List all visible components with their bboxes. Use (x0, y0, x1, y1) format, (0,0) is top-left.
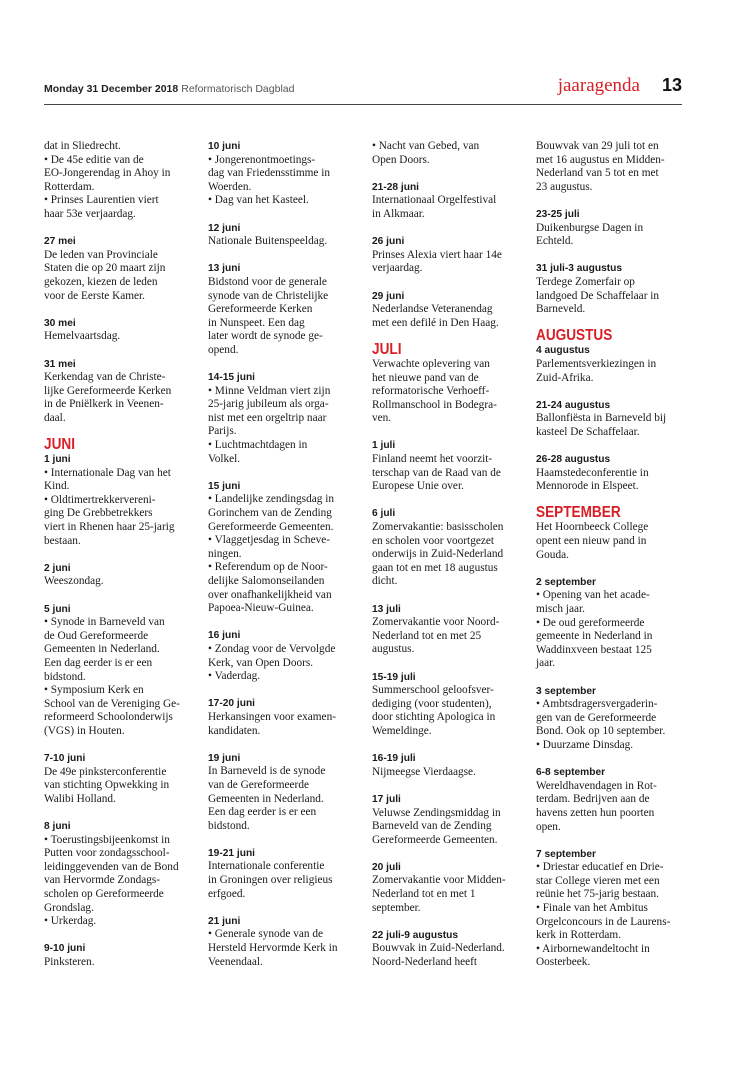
entry-text-line: Terdege Zomerfair op (536, 275, 635, 288)
entry-date: 9-10 juni (44, 943, 86, 955)
agenda-entry (372, 439, 516, 493)
entry-text-line: Internationaal Orgelfestival (372, 194, 497, 207)
agenda-entry (44, 562, 188, 589)
agenda-entry (536, 766, 680, 834)
entry-text-line: • Vlaggetjesdag in Scheve- (208, 534, 331, 547)
agenda-entry (372, 929, 516, 970)
agenda-entry (536, 685, 680, 753)
entry-text-line: Gemeenten in Nederland. (208, 792, 324, 805)
agenda-entry (372, 341, 516, 426)
entry-text-line: ging De Grebbetrekkers (44, 507, 153, 520)
entry-text-line: Zomervakantie voor Noord- (372, 616, 500, 629)
entry-text-line: kerk in Rotterdam. (536, 929, 622, 942)
entry-text-line: open. (536, 820, 561, 833)
entry-text-line: september. (372, 901, 421, 914)
entry-text-line: over onafhankelijkheid van (208, 588, 332, 601)
entry-text-line: opend. (208, 343, 239, 356)
agenda-entry (208, 629, 352, 683)
entry-text-line: Nationale Buitenspeeldag. (208, 235, 328, 248)
entry-text-line: Gereformeerde Kerken (208, 303, 313, 316)
entry-text-line: misch jaar. (536, 603, 585, 615)
entry-text-line: het nieuwe pand van de (372, 371, 479, 384)
entry-text-line: • Oldtimertrekkerverenі- (44, 493, 156, 506)
agenda-entry (372, 290, 516, 331)
entry-text-line: Pinksteren. (44, 956, 95, 969)
agenda-entry (44, 752, 188, 806)
entry-text-line: Nederland tot en met 25 (372, 629, 482, 642)
entry-text-line: • Airbornewandeltocht in (536, 942, 650, 955)
entry-date: 15-19 juli (372, 671, 416, 683)
entry-text-line: leidinggevenden van de Bond (44, 860, 179, 873)
entry-text-line: Gereformeerde Gemeenten. (208, 520, 334, 533)
agenda-entry (372, 235, 516, 276)
entry-text-line: Veluwse Zendingsmiddag in (372, 806, 501, 819)
entry-text-line: In Barneveld is de synode (208, 765, 326, 778)
entry-text-line: De 49e pinksterconferentie (44, 765, 167, 778)
entry-text-line: • Duurzame Dinsdag. (536, 738, 634, 751)
entry-text-line: onderwijs in Zuid-Nederland (372, 548, 504, 561)
entry-text-line: gekozen, kiezen de leden (44, 275, 158, 288)
agenda-entry (44, 603, 188, 739)
agenda-entry (372, 140, 516, 167)
entry-text-line: De leden van Provinciale (44, 248, 158, 261)
entry-text-line: star College vieren met een (536, 874, 660, 887)
entry-text-line: Wemeldinge. (372, 724, 432, 737)
entry-text-line: • Ambtsdragersvergaderin- (536, 698, 658, 711)
entry-date: 13 juli (372, 603, 401, 615)
entry-date: 8 juni (44, 821, 71, 833)
entry-text-line: Prinses Alexia viert haar 14e (372, 248, 502, 261)
entry-text-line: Hemelvaartsdag. (44, 330, 121, 343)
entry-text-line: daal. (44, 411, 66, 424)
header-rule (44, 104, 682, 105)
entry-text-line: Echteld. (536, 235, 574, 248)
entry-date: 21-28 juni (372, 181, 419, 193)
entry-text-line: • Synode in Barneveld van (44, 616, 165, 629)
entry-text-line: Noord-Nederland heeft (372, 956, 478, 969)
entry-text-line: met een defilé in Den Haag. (372, 316, 499, 329)
entry-text-line: Hersteld Hervormde Kerk in (208, 942, 338, 955)
entry-text-line: van Hervormde Zondags- (44, 874, 161, 887)
entry-text-line: Haamstedeconferentie in (536, 466, 649, 479)
entry-date: 2 september (536, 576, 597, 588)
entry-text-line: Verwachte oplevering van (372, 357, 490, 370)
entry-text-line: Mennorode in Elspeet. (536, 480, 639, 493)
entry-text-line: gen van de Gereformeerde (536, 711, 657, 724)
entry-text-line: • Nacht van Gebed, van (372, 140, 480, 152)
entry-text-line: • Generale synode van de (208, 928, 323, 941)
entry-date: 10 juni (208, 141, 241, 152)
agenda-entry (208, 140, 352, 208)
entry-text-line: kandidaten. (208, 724, 261, 737)
entry-text-line: Kind. (44, 480, 70, 493)
entry-text-line: met 16 augustus en Midden- (536, 153, 665, 166)
entry-text-line: Bond. Ook op 10 september. (536, 725, 666, 738)
agenda-column-3 (372, 140, 516, 983)
agenda-entry (208, 222, 352, 249)
entry-text-line: haar 53e verjaardag. (44, 207, 136, 220)
month-heading: JUNI (44, 436, 75, 454)
entry-text-line: voor de Eerste Kamer. (44, 289, 146, 302)
agenda-column-1 (44, 140, 188, 983)
entry-text-line: • Minne Veldman viert zijn (208, 384, 331, 397)
agenda-entry (208, 847, 352, 901)
entry-text-line: in de Pniëlkerk in Veenen- (44, 398, 164, 411)
entry-text-line: reformeerd Schoolonderwijs (44, 711, 173, 724)
entry-text-line: • Finale van het Ambitus (536, 902, 648, 915)
entry-text-line: Parijs. (208, 425, 237, 438)
agenda-entry (44, 820, 188, 929)
entry-text-line: 23 augustus. (536, 180, 593, 193)
entry-text-line: terdam. Bedrijven aan de (536, 793, 650, 806)
entry-text-line: • Opening van het acade- (536, 589, 650, 602)
agenda-entry (536, 140, 680, 194)
entry-date: 29 juni (372, 290, 405, 302)
page-header (44, 73, 682, 103)
entry-date: 1 juni (44, 454, 71, 466)
entry-text-line: Rollmanschool in Bodegra- (372, 398, 497, 411)
entry-text-line: Bidstond voor de generale (208, 275, 327, 288)
entry-date: 12 juni (208, 222, 241, 234)
entry-date: 4 augustus (536, 345, 590, 357)
entry-text-line: Parlementsverkiezingen in (536, 357, 657, 370)
entry-text-line: Kerkendag van de Christe- (44, 371, 166, 384)
month-heading: AUGUSTUS (536, 327, 613, 345)
entry-text-line: Rotterdam. (44, 180, 95, 193)
entry-text-line: (VGS) in Houten. (44, 724, 125, 737)
entry-date: 21 juni (208, 915, 241, 927)
agenda-entry (372, 603, 516, 657)
entry-date: 14-15 juni (208, 372, 255, 384)
entry-text-line: School van de Vereniging Ge- (44, 697, 180, 710)
entry-text-line: Grondslag. (44, 901, 94, 914)
agenda-entry (536, 327, 680, 385)
entry-date: 17 juli (372, 793, 401, 805)
agenda-entry (372, 861, 516, 915)
entry-text-line: Open Doors. (372, 153, 430, 166)
entry-text-line: • Driestar educatief en Drie- (536, 861, 664, 874)
entry-text-line: Weeszondag. (44, 575, 104, 588)
agenda-entry (208, 480, 352, 616)
agenda-entry (208, 371, 352, 466)
entry-date: 27 mei (44, 236, 76, 248)
entry-text-line: bestaan. (44, 534, 81, 547)
entry-text-line: Volkel. (208, 452, 241, 465)
entry-date: 30 mei (44, 317, 76, 329)
entry-text-line: Gereformeerde Gemeenten. (372, 833, 498, 846)
entry-text-line: later wordt de synode ge- (208, 330, 323, 343)
entry-text-line: Nederland van 5 tot en met (536, 167, 659, 180)
header-dateline (44, 83, 294, 95)
entry-text-line: • Vaderdag. (208, 670, 261, 683)
entry-text-line: • Jongerenontmoetings- (208, 153, 316, 166)
entry-text-line: de Oud Gereformeerde (44, 629, 149, 642)
entry-date: 23-25 juli (536, 208, 580, 220)
entry-text-line: nist met een orgeltrip naar (208, 411, 327, 424)
entry-text-line: synode van de Christelijke (208, 289, 329, 302)
entry-text-line: Ballonfiësta in Barneveld bij (536, 412, 667, 425)
entry-text-line: Nederlandse Veteranendag (372, 303, 493, 316)
entry-text-line: terschap van de Raad van de (372, 466, 501, 479)
agenda-entry (372, 671, 516, 739)
entry-text-line: Papoea-Nieuw-Guinea. (208, 602, 314, 615)
entry-text-line: landgoed De Schaffelaar in (536, 289, 660, 302)
entry-text-line: EO-Jongerendag in Ahoy in (44, 167, 171, 180)
header-date: Monday 31 December 2018 (44, 83, 179, 95)
entry-date: 26-28 augustus (536, 454, 611, 466)
entry-text-line: augustus. (372, 643, 415, 656)
entry-text-line: Gemeenten in Nederland. (44, 643, 160, 656)
entry-text-line: viert in Rhenen haar 25-jarig (44, 521, 175, 534)
entry-text-line: ningen. (208, 547, 242, 560)
entry-text-line: kasteel De Schaffelaar. (536, 425, 640, 438)
entry-text-line: Gouda. (536, 548, 569, 561)
page-number: 13 (661, 75, 682, 95)
entry-date: 17-20 juni (208, 698, 255, 710)
agenda-entry (208, 915, 352, 969)
agenda-entry (536, 208, 680, 249)
entry-text-line: Veenendaal. (208, 955, 263, 968)
entry-text-line: Wereldhavendagen in Rot- (536, 779, 657, 792)
entry-date: 19 juni (208, 752, 241, 764)
agenda-entry (208, 697, 352, 738)
entry-date: 31 juli-3 augustus (536, 263, 623, 275)
entry-text-line: lijke Gereformeerde Kerken (44, 384, 172, 397)
entry-text-line: erfgoed. (208, 887, 246, 900)
entry-text-line: • Luchtmachtdagen in (208, 439, 308, 452)
agenda-entry (372, 793, 516, 847)
entry-date: 3 september (536, 685, 597, 697)
entry-text-line: jaar. (536, 657, 556, 670)
agenda-entry (208, 262, 352, 357)
entry-text-line: • Landelijke zendingsdag in (208, 493, 334, 506)
entry-text-line: dag van Friedensstimme in (208, 167, 331, 180)
entry-text-line: Nederland tot en met 1 (372, 888, 476, 901)
entry-text-line: Een dag eerder is er een (44, 656, 153, 669)
entry-text-line: en scholen voor voortgezet (372, 534, 495, 547)
entry-text-line: havens zetten hun poorten (536, 806, 655, 819)
entry-text-line: • Toerustingsbijeenkomst in (44, 833, 170, 846)
entry-text-line: Kerk, van Open Doors. (208, 656, 314, 669)
entry-date: 19-21 juni (208, 847, 255, 859)
entry-text-line: • Urkerdag. (44, 915, 97, 928)
agenda-entry (536, 399, 680, 440)
entry-text-line: Gorinchem van de Zending (208, 507, 332, 520)
entry-text-line: dat in Sliedrecht. (44, 140, 121, 152)
agenda-entry (536, 576, 680, 671)
entry-text-line: in Groningen over religieus (208, 874, 333, 887)
agenda-entry (536, 453, 680, 494)
entry-text-line: Herkansingen voor examen- (208, 710, 336, 723)
entry-date: 15 juni (208, 480, 241, 492)
entry-date: 20 juli (372, 861, 401, 873)
entry-text-line: door stichting Apologica in (372, 711, 496, 724)
entry-text-line: van stichting Opwekking in (44, 779, 170, 792)
agenda-entry (536, 848, 680, 970)
entry-text-line: Het Hoornbeeck College (536, 521, 649, 534)
entry-date: 26 juni (372, 236, 405, 248)
entry-date: 16-19 juli (372, 753, 416, 765)
entry-text-line: in Nunspeet. Een dag (208, 316, 305, 329)
agenda-column-2 (208, 140, 352, 983)
entry-date: 16 juni (208, 630, 241, 642)
agenda-entry (536, 262, 680, 316)
entry-text-line: Nijmeegse Vierdaagse. (372, 765, 476, 778)
entry-text-line: Waddinxveen bestaat 125 (536, 643, 652, 656)
entry-text-line: Europese Unie over. (372, 480, 464, 493)
entry-text-line: • Dag van het Kasteel. (208, 194, 309, 207)
entry-date: 6-8 september (536, 767, 606, 779)
entry-date: 21-24 augustus (536, 399, 611, 411)
entry-date: 22 juli-9 augustus (372, 929, 459, 941)
entry-text-line: Zomervakantie voor Midden- (372, 874, 506, 887)
entry-text-line: Bouwvak in Zuid-Nederland. (372, 942, 505, 955)
entry-text-line: Barneveld van de Zending (372, 820, 492, 833)
entry-date: 1 juli (372, 440, 396, 452)
entry-text-line: verjaardag. (372, 262, 423, 275)
entry-text-line: • De oud gereformeerde (536, 616, 645, 629)
entry-text-line: Walibi Holland. (44, 792, 116, 805)
entry-text-line: Putten voor zondagsschool- (44, 847, 170, 860)
entry-text-line: Bouwvak van 29 juli tot en (536, 140, 659, 152)
entry-date: 5 juni (44, 603, 71, 615)
entry-text-line: Zuid-Afrika. (536, 371, 594, 384)
entry-text-line: dicht. (372, 575, 398, 588)
entry-date: 2 juni (44, 562, 71, 574)
entry-text-line: 25-jarig jubileum als orga- (208, 398, 329, 411)
entry-text-line: • Internationale Dag van het (44, 466, 171, 479)
agenda-entry (208, 752, 352, 834)
entry-text-line: Duikenburgse Dagen in (536, 221, 644, 234)
entry-text-line: Finland neemt het voorzit- (372, 453, 493, 466)
header-paper-name: Reformatorisch Dagblad (181, 83, 295, 95)
agenda-entry (44, 317, 188, 344)
entry-date: 7 september (536, 848, 597, 860)
entry-text-line: scholen op Gereformeerde (44, 888, 164, 901)
entry-text-line: Oosterbeek. (536, 956, 591, 969)
entry-text-line: Internationale conferentie (208, 860, 325, 873)
entry-date: 31 mei (44, 358, 76, 370)
agenda-entry (372, 181, 516, 222)
entry-text-line: • De 45e editie van de (44, 153, 144, 166)
agenda-entry (44, 436, 188, 548)
agenda-column-4 (536, 140, 680, 984)
agenda-entry (372, 752, 516, 779)
agenda-entry (536, 504, 680, 562)
entry-text-line: in Alkmaar. (372, 207, 425, 220)
entry-date: 7-10 juni (44, 753, 86, 765)
entry-text-line: reünie het 75-jarig bestaan. (536, 888, 659, 901)
month-heading: JULI (372, 340, 402, 358)
agenda-entry (372, 507, 516, 589)
entry-text-line: ven. (372, 412, 392, 425)
entry-text-line: • Referendum op de Noor- (208, 561, 328, 574)
entry-date: 6 juli (372, 508, 396, 520)
entry-text-line: gemeente in Nederland in (536, 630, 653, 643)
agenda-entry (44, 942, 188, 969)
entry-text-line: • Prinses Laurentien viert (44, 194, 159, 207)
entry-text-line: opent een nieuw pand in (536, 535, 647, 548)
entry-text-line: van de Gereformeerde (208, 778, 309, 791)
month-heading: SEPTEMBER (536, 504, 621, 522)
entry-text-line: Woerden. (208, 180, 252, 193)
entry-text-line: • Symposium Kerk en (44, 684, 144, 697)
agenda-entry (44, 140, 188, 222)
entry-text-line: delijke Salomonseilanden (208, 575, 325, 587)
entry-text-line: Zomervakantie: basisscholen (372, 521, 504, 534)
entry-text-line: Summerschool geloofsver- (372, 684, 494, 697)
entry-text-line: Een dag eerder is er een (208, 806, 317, 819)
entry-text-line: reformatorische Verhoeff- (372, 385, 490, 398)
entry-text-line: Barneveld. (536, 303, 586, 316)
entry-text-line: dediging (voor studenten), (372, 697, 492, 710)
entry-text-line: Staten die op 20 maart zijn (44, 262, 166, 275)
agenda-entry (44, 235, 188, 303)
entry-text-line: Orgelconcours in de Laurens- (536, 915, 671, 928)
entry-text-line: bidstond. (208, 819, 250, 832)
agenda-entry (44, 358, 188, 426)
entry-text-line: bidstond. (44, 670, 86, 683)
entry-text-line: gaan tot en met 18 augustus (372, 561, 498, 574)
entry-text-line: • Zondag voor de Vervolgde (208, 642, 336, 655)
section-title: jaaragenda (557, 75, 640, 96)
entry-date: 13 juni (208, 263, 241, 275)
